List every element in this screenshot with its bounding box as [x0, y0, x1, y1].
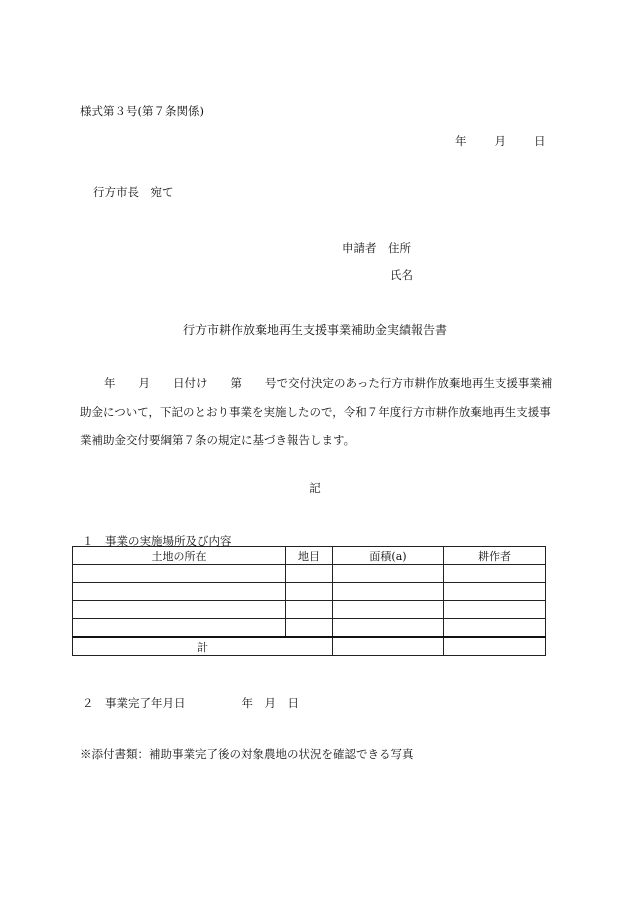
section2-heading: ２ 事業完了年月日: [82, 696, 186, 710]
header-area: 面積(a): [333, 547, 444, 565]
header-location: 土地の所在: [73, 547, 286, 565]
table-cell[interactable]: [333, 601, 444, 619]
table-row: [73, 565, 546, 583]
report-date: [455, 133, 546, 149]
table-row: [73, 619, 546, 638]
table-cell[interactable]: [286, 565, 333, 583]
applicant-address: [342, 240, 411, 256]
table-row: [73, 583, 546, 601]
address-label: 住所: [388, 241, 411, 255]
total-row: [73, 637, 546, 656]
table-cell[interactable]: [286, 601, 333, 619]
table-cell[interactable]: [444, 619, 546, 638]
date-month: 月: [494, 134, 506, 148]
date-year: 年: [455, 134, 467, 148]
ki-marker: 記: [309, 481, 321, 495]
body-text: [80, 369, 560, 455]
table-cell[interactable]: [444, 565, 546, 583]
applicant-label: 申請者: [342, 241, 377, 255]
form-number: 様式第３号(第７条関係): [80, 104, 204, 118]
table-cell[interactable]: [286, 619, 333, 638]
section1-heading: １ 事業の実施場所及び内容: [82, 534, 232, 548]
date-day: 日: [534, 134, 546, 148]
table-cell[interactable]: [286, 583, 333, 601]
table-cell[interactable]: [73, 601, 286, 619]
table-cell[interactable]: [333, 565, 444, 583]
table-cell[interactable]: [444, 583, 546, 601]
table-cell[interactable]: [333, 583, 444, 601]
table-cell[interactable]: [73, 583, 286, 601]
applicant-name-label: 氏名: [390, 268, 413, 282]
total-area-cell[interactable]: [333, 637, 444, 656]
table-cell[interactable]: [444, 601, 546, 619]
attachment-note: ※添付書類：補助事業完了後の対象農地の状況を確認できる写真: [80, 747, 414, 761]
total-label: 計: [73, 637, 333, 656]
total-cultivator-cell[interactable]: [444, 637, 546, 656]
table-cell[interactable]: [73, 565, 286, 583]
land-table: [72, 546, 546, 656]
section2: [82, 695, 299, 711]
document-title: 行方市耕作放棄地再生支援事業補助金実績報告書: [182, 323, 447, 337]
table-cell[interactable]: [73, 619, 286, 638]
addressee: 行方市長 宛て: [93, 185, 174, 199]
completion-date: 年 月 日: [241, 696, 299, 710]
header-land-category: 地目: [286, 547, 333, 565]
body-paragraph: 年 月 日付け 第 号で交付決定のあった行方市耕作放棄地再生支援事業補助金について，下記のとおり事業を実施したので，令和７年度行方市耕作放棄地再生支援事業補助金交付要綱第７条の規定に基づき報告します。: [80, 376, 553, 447]
table-cell[interactable]: [333, 619, 444, 638]
table-header-row: [73, 547, 546, 565]
header-cultivator: 耕作者: [444, 547, 546, 565]
table-row: [73, 601, 546, 619]
